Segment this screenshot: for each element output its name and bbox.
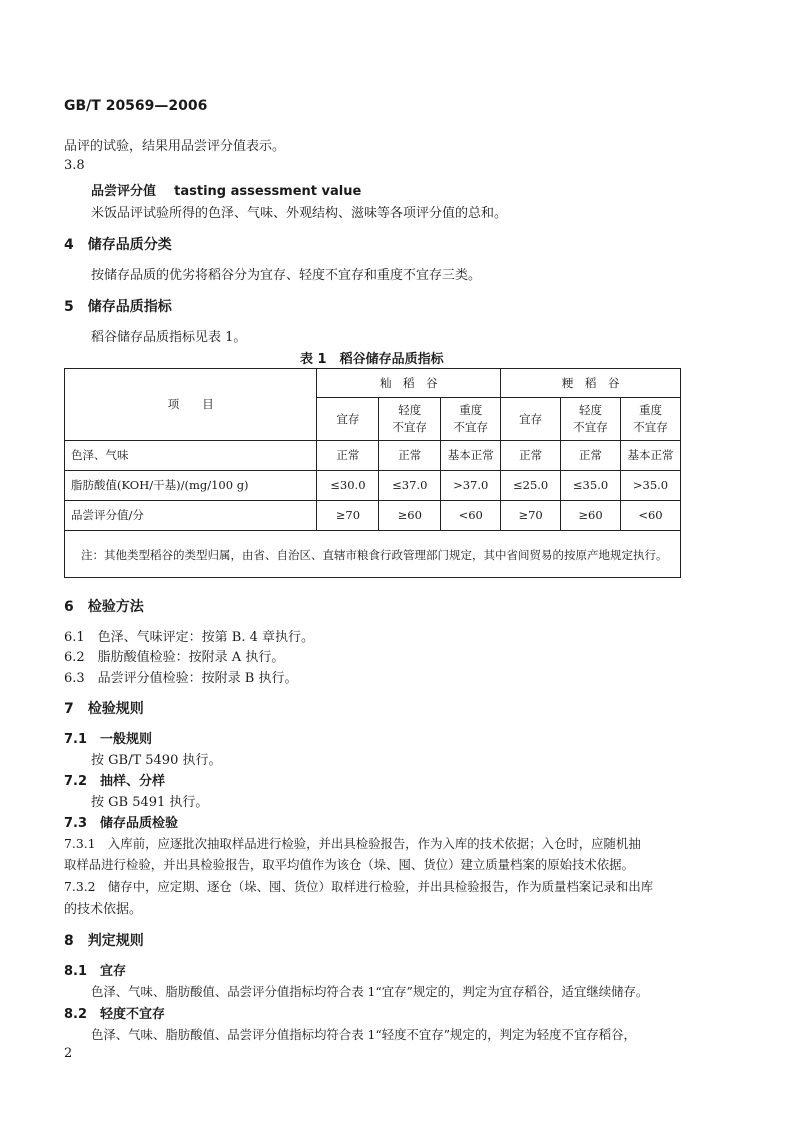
table-cell: ≥60 (561, 501, 621, 531)
clause-number: 3.8 (64, 158, 85, 173)
table-cell: >35.0 (621, 471, 681, 501)
table-row (65, 441, 681, 471)
sub-header-suitable: 宜存 (317, 398, 379, 441)
standard-number: GB/T 20569—2006 (64, 98, 208, 114)
term-chinese: 品尝评分值 (91, 184, 157, 199)
row-label: 脂肪酸值(KOH/干基)/(mg/100 g) (65, 471, 317, 501)
table-cell: 正常 (561, 441, 621, 471)
section-heading-7: 7 检验规则 (64, 701, 144, 717)
section-heading-6: 6 检验方法 (64, 599, 144, 615)
table-row (65, 501, 681, 531)
table-row (65, 471, 681, 501)
row-label: 品尝评分值/分 (65, 501, 317, 531)
table-cell: >37.0 (441, 471, 501, 501)
table-note: 注：其他类型稻谷的类型归属，由省、自治区、直辖市粮食行政管理部门规定，其中省间贸易的按原产地规定执行。 (65, 531, 681, 578)
clause-7-1: 7.1 一般规则 (64, 732, 153, 747)
table-cell: ≥60 (379, 501, 441, 531)
table-cell: <60 (621, 501, 681, 531)
clause-6-1: 6.1 色泽、气味评定：按第 B. 4 章执行。 (64, 630, 315, 645)
sub-header-severe: 重度 不宜存 (621, 398, 681, 441)
item-header-cell: 项 目 (65, 369, 317, 441)
clause-8-1: 8.1 宜存 (64, 964, 127, 979)
indica-rice-header: 籼 稻 谷 (317, 369, 501, 398)
sub-header-suitable: 宜存 (501, 398, 561, 441)
row-label: 色泽、气味 (65, 441, 317, 471)
clause-8-2-text: 色泽、气味、脂肪酸值、品尝评分值指标均符合表 1“轻度不宜存”规定的，判定为轻度不宜存稻谷， (91, 1027, 636, 1042)
table-cell: ≤30.0 (317, 471, 379, 501)
section-heading-8: 8 判定规则 (64, 933, 144, 949)
section-heading-5: 5 储存品质指标 (64, 299, 172, 315)
table-cell: 基本正常 (441, 441, 501, 471)
clause-7-2-text: 按 GB 5491 执行。 (91, 795, 209, 810)
clause-7-2: 7.2 抽样、分样 (64, 774, 166, 789)
term-heading (91, 180, 361, 199)
table-title: 表 1 稻谷储存品质指标 (300, 352, 444, 367)
clause-7-3: 7.3 储存品质检验 (64, 816, 179, 831)
paragraph-line: 品评的试验，结果用品尝评分值表示。 (64, 139, 286, 154)
table-cell: ≥70 (501, 501, 561, 531)
table-cell: 基本正常 (621, 441, 681, 471)
table-cell: 正常 (317, 441, 379, 471)
table-cell: ≤25.0 (501, 471, 561, 501)
clause-7-3-1-line2: 取样品进行检验，并出具检验报告，取平均值作为该仓（垛、囤、货位）建立质量档案的原始技术依据。 (64, 857, 634, 872)
page-number: 2 (64, 1046, 73, 1061)
table-cell: ≤37.0 (379, 471, 441, 501)
clause-6-2: 6.2 脂肪酸值检验：按附录 A 执行。 (64, 650, 285, 665)
table-cell: 正常 (379, 441, 441, 471)
table-cell: 正常 (501, 441, 561, 471)
clause-7-3-2-line1: 7.3.2 储存中，应定期、逐仓（垛、囤、货位）取样进行检验，并出具检验报告，作为质量档案记录和出库 (64, 879, 654, 894)
clause-6-3: 6.3 品尝评分值检验：按附录 B 执行。 (64, 671, 298, 686)
clause-7-3-1-line1: 7.3.1 入库前，应逐批次抽取样品进行检验，并出具检验报告，作为入库的技术依据；入仓时，应随机抽 (64, 836, 641, 851)
clause-8-2: 8.2 轻度不宜存 (64, 1007, 166, 1022)
sub-header-severe: 重度 不宜存 (441, 398, 501, 441)
storage-quality-table (64, 368, 681, 578)
table-cell: ≥70 (317, 501, 379, 531)
japonica-rice-header: 粳 稻 谷 (501, 369, 681, 398)
clause-8-1-text: 色泽、气味、脂肪酸值、品尝评分值指标均符合表 1“宜存”规定的，判定为宜存稻谷，适宜继续储存。 (91, 984, 649, 999)
table-cell: ≤35.0 (561, 471, 621, 501)
clause-7-3-2-line2: 的技术依据。 (64, 902, 143, 917)
clause-7-1-text: 按 GB/T 5490 执行。 (91, 753, 222, 768)
section-4-text: 按储存品质的优劣将稻谷分为宜存、轻度不宜存和重度不宜存三类。 (91, 268, 482, 283)
section-heading-4: 4 储存品质分类 (64, 237, 172, 253)
term-english: tasting assessment value (174, 184, 362, 199)
sub-header-mild: 轻度 不宜存 (561, 398, 621, 441)
table-cell: <60 (441, 501, 501, 531)
term-definition: 米饭品评试验所得的色泽、气味、外观结构、滋味等各项评分值的总和。 (91, 206, 508, 221)
sub-header-mild: 轻度 不宜存 (379, 398, 441, 441)
section-5-text: 稻谷储存品质指标见表 1。 (91, 330, 247, 345)
